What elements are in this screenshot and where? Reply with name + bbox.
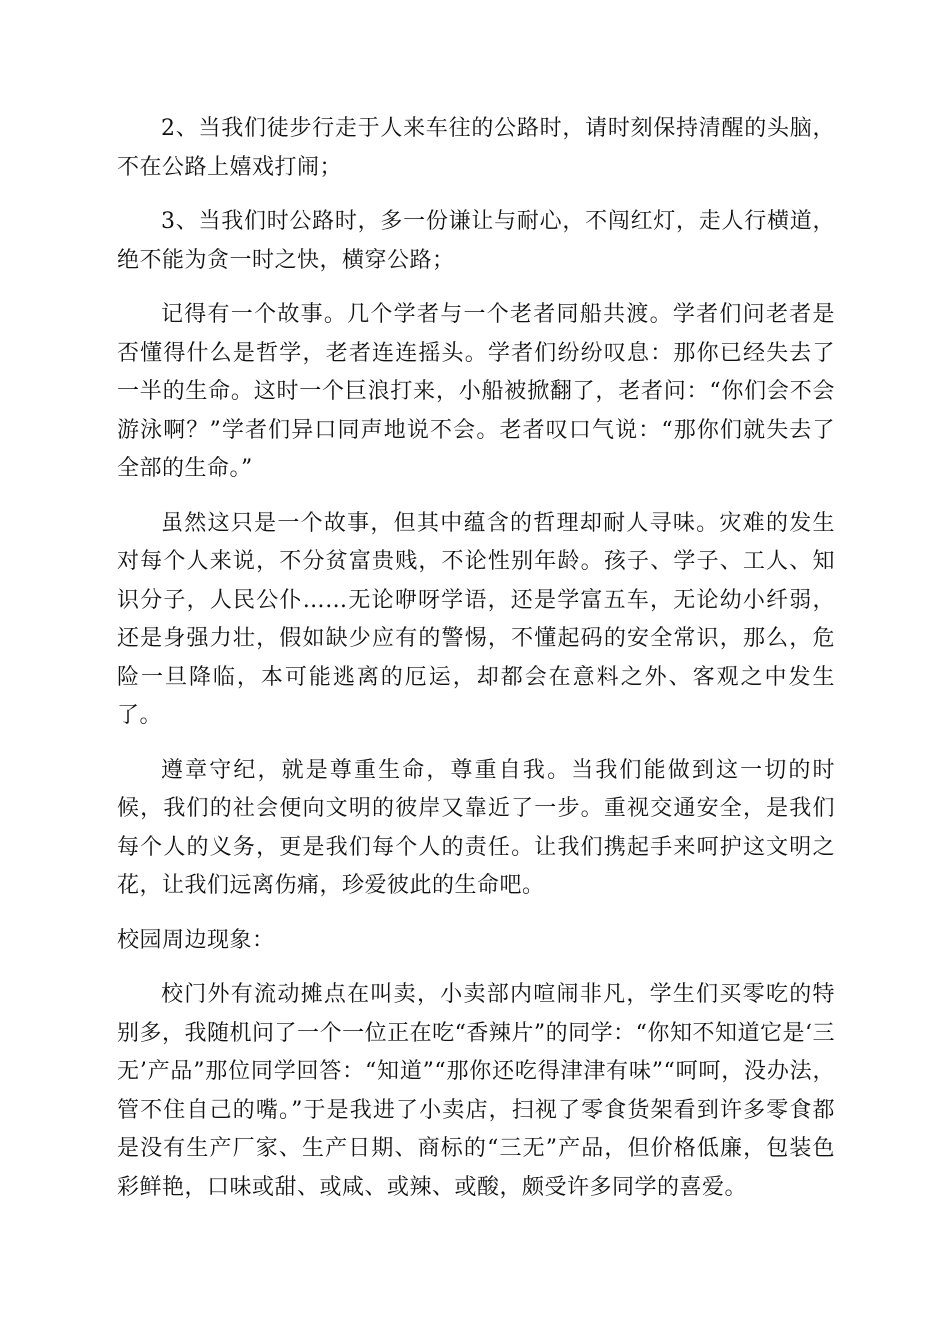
paragraph-rule-2: 2、当我们徒步行走于人来车往的公路时，请时刻保持清醒的头脑，不在公路上嬉戏打闹； bbox=[117, 116, 835, 180]
paragraph-conclusion: 遵章守纪，就是尊重生命，尊重自我。当我们能做到这一切的时候，我们的社会便向文明的彼岸又靠近了一步。重视交通安全，是我们每个人的义务，更是我们每个人的责任。让我们携起手来呵护这文明之花，让我们远离伤痛，珍爱彼此的生命吧。 bbox=[117, 757, 835, 898]
paragraph-story-reflection: 虽然这只是一个故事，但其中蕴含的哲理却耐人寻味。灾难的发生对每个人来说，不分贫富贵贱，不论性别年龄。孩子、学子、工人、知识分子，人民公仆……无论咿呀学语，还是学富五车，无论幼小纤弱，还是身强力壮，假如缺少应有的警惕，不懂起码的安全常识，那么，危险一旦降临，本可能逃离的厄运，却都会在意料之外、客观之中发生了。 bbox=[117, 510, 835, 728]
paragraph-story: 记得有一个故事。几个学者与一个老者同船共渡。学者们问老者是否懂得什么是哲学，老者连连摇头。学者们纷纷叹息：那你已经失去了一半的生命。这时一个巨浪打来，小船被掀翻了，老者问：“你们会不会游泳啊？”学者们异口同声地说不会。老者叹口气说：“那你们就失去了全部的生命。” bbox=[117, 302, 835, 481]
section-heading: 校园周边现象： bbox=[117, 927, 275, 953]
document-body bbox=[117, 110, 835, 1223]
paragraph-rule-3: 3、当我们时公路时，多一份谦让与耐心，不闯红灯，走人行横道，绝不能为贪一时之快，横穿公路； bbox=[117, 209, 835, 273]
paragraph-campus-phenomenon: 校门外有流动摊点在叫卖，小卖部内喧闹非凡，学生们买零吃的特别多，我随机问了一个一位正在吃“香辣片”的同学：“你知不知道它是‘三无’产品”那位同学回答：“知道”“那你还吃得津津有味”“呵呵，没办法，管不住自己的嘴。”于是我进了小卖店，扫视了零食货架看到许多零食都是没有生产厂家、生产日期、商标的“三无”产品，但价格低廉，包装色彩鲜艳，口味或甜、或咸、或辣、或酸，颇受许多同学的喜爱。 bbox=[117, 982, 835, 1200]
